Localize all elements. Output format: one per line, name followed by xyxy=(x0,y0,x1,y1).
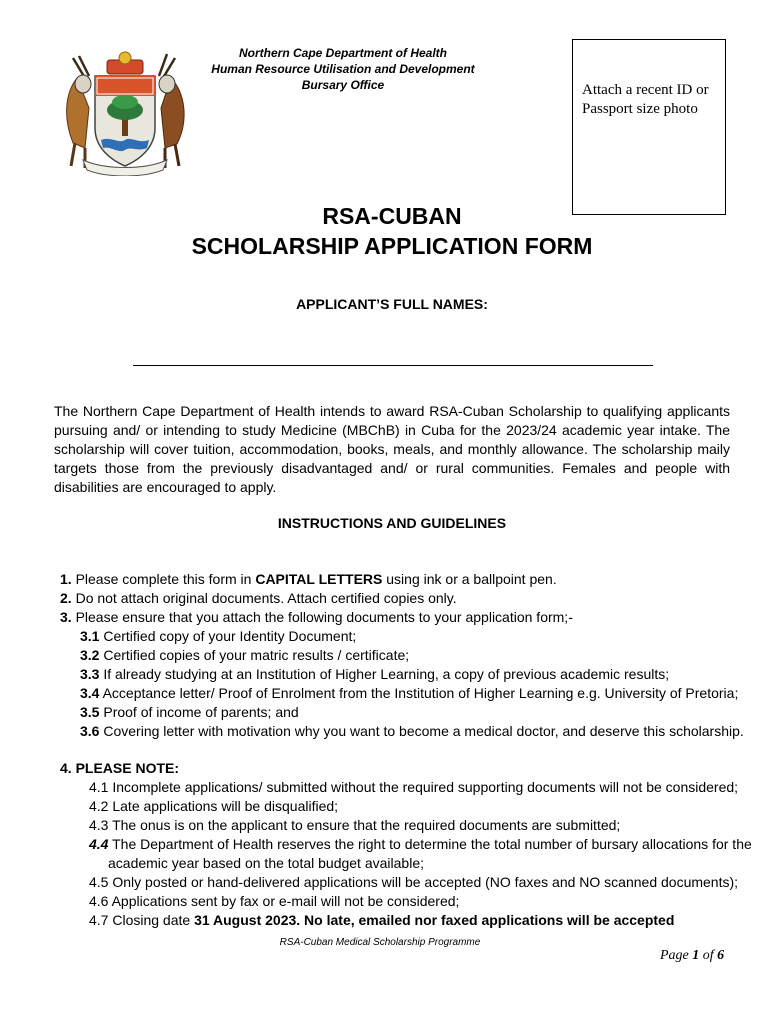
note-heading: 4. PLEASE NOTE: xyxy=(60,760,180,776)
office-name: Bursary Office xyxy=(301,78,385,92)
office-header xyxy=(150,45,536,93)
list-item: 1. Please complete this form in CAPITAL LETTERS using ink or a ballpoint pen. xyxy=(60,571,557,587)
list-item: 3. Please ensure that you attach the following documents to your application form;- xyxy=(60,609,573,625)
list-item: 3.6 Covering letter with motivation why you want to become a medical doctor, and deserve this scholarship. xyxy=(80,723,744,739)
photo-box-instruction: Attach a recent ID or Passport size photo xyxy=(582,82,709,117)
list-item: 3.2 Certified copies of your matric results / certificate; xyxy=(80,647,410,663)
list-item: 4.4 The Department of Health reserves the right to determine the total number of bursary allocations for the xyxy=(89,836,752,852)
instructions-heading: INSTRUCTIONS AND GUIDELINES xyxy=(277,515,507,531)
applicant-names-field[interactable] xyxy=(133,365,653,366)
list-item: 4.2 Late applications will be disqualified; xyxy=(89,798,339,814)
intro-paragraph: The Northern Cape Department of Health intends to award RSA-Cuban Scholarship to qualifying applicants pursuing and/ or intending to study Medicine (MBChB) in Cuba for the 2023/24 academic year intake. The scholarship will cover tuition, accommodation, books, meals, and monthly allowance. The scholarship maily targets those from the previously disadvantaged and/ or rural communities. Females and people with disabilities are encouraged to apply. xyxy=(54,403,730,495)
list-item: 4.5 Only posted or hand-delivered applications will be accepted (NO faxes and NO scanned documents); xyxy=(89,874,739,890)
list-item: 3.3 If already studying at an Institution of Higher Learning, a copy of previous academic results; xyxy=(80,666,670,682)
list-item: 3.5 Proof of income of parents; and xyxy=(80,704,299,720)
list-item: 2. Do not attach original documents. Attach certified copies only. xyxy=(60,590,457,606)
list-item: 4.6 Applications sent by fax or e-mail will not be considered; xyxy=(89,893,460,909)
footer-programme: RSA-Cuban Medical Scholarship Programme xyxy=(279,937,481,948)
division-name: Human Resource Utilisation and Development xyxy=(211,62,475,76)
form-title-line2: SCHOLARSHIP APPLICATION FORM xyxy=(191,233,593,259)
note-section xyxy=(60,759,752,930)
form-title-line1: RSA-CUBAN xyxy=(322,203,462,229)
list-item: academic year based on the total budget available; xyxy=(108,855,424,871)
photo-attachment-box[interactable] xyxy=(572,39,726,215)
list-item: 4.3 The onus is on the applicant to ensure that the required documents are submitted; xyxy=(89,817,621,833)
list-item: 4.7 Closing date 31 August 2023. No late, emailed nor faxed applications will be accepted xyxy=(89,912,675,928)
page-number: Page 1 of 6 xyxy=(660,948,725,963)
list-item: 4.1 Incomplete applications/ submitted without the required supporting documents will not be considered; xyxy=(89,779,739,795)
department-name: Northern Cape Department of Health xyxy=(238,46,448,60)
instructions-list xyxy=(60,570,744,741)
list-item: 3.1 Certified copy of your Identity Document; xyxy=(80,628,357,644)
list-item: 3.4 Acceptance letter/ Proof of Enrolment from the Institution of Higher Learning e.g. University of Pretoria; xyxy=(80,685,739,701)
applicant-names-label: APPLICANT’S FULL NAMES: xyxy=(296,296,488,312)
